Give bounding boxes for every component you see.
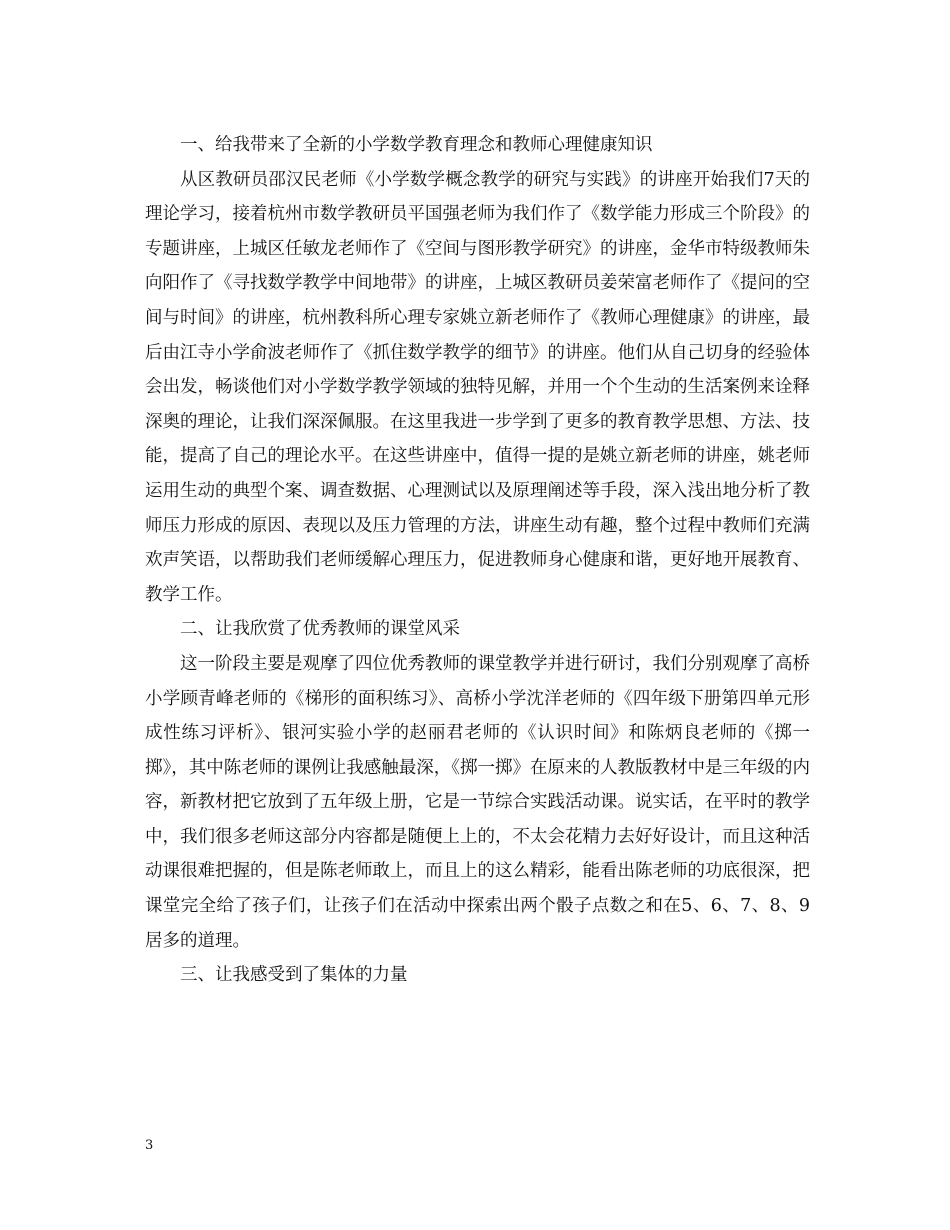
page-number: 3	[145, 1138, 154, 1153]
section-heading-1: 一、给我带来了全新的小学数学教育理念和教师心理健康知识	[180, 135, 653, 155]
document-body	[145, 128, 810, 993]
body-paragraph-2: 这一阶段主要是观摩了四位优秀教师的课堂教学并进行研讨，我们分别观摩了高桥小学顾青峰老师的《梯形的面积练习》、高桥小学沈洋老师的《四年级下册第四单元形成性练习评析》、银河实验小学的赵丽君老师的《认识时间》和陈炳良老师的《掷一掷》，其中陈老师的课例让我感触最深，《掷一掷》在原来的人教版教材中是三年级的内容，新教材把它放到了五年级上册，它是一节综合实践活动课。说实话，在平时的教学中，我们很多老师这部分内容都是随便上上的，不太会花精力去好好设计，而且这种活动课很难把握的，但是陈老师敢上，而且上的这么精彩，能看出陈老师的功底很深，把课堂完全给了孩子们，让孩子们在活动中探索出两个骰子点数之和在5、6、7、8、9居多的道理。	[145, 653, 810, 951]
section-heading-2: 二、让我欣赏了优秀教师的课堂风采	[180, 619, 460, 640]
section-heading-3: 三、让我感受到了集体的力量	[180, 965, 408, 986]
body-paragraph-1: 从区教研员邵汉民老师《小学数学概念教学的研究与实践》的讲座开始我们7天的理论学习，接着杭州市数学教研员平国强老师为我们作了《数学能力形成三个阶段》的专题讲座，上城区任敏龙老师作了《空间与图形教学研究》的讲座，金华市特级教师朱向阳作了《寻找数学教学中间地带》的讲座，上城区教研员姜荣富老师作了《提问的空间与时间》的讲座，杭州教科所心理专家姚立新老师作了《教师心理健康》的讲座，最后由江寺小学俞波老师作了《抓住数学教学的细节》的讲座。他们从自己切身的经验体会出发，畅谈他们对小学数学教学领域的独特见解，并用一个个生动的生活案例来诠释深奥的理论，让我们深深佩服。在这里我进一步学到了更多的教育教学思想、方法、技能，提高了自己的理论水平。在这些讲座中，值得一提的是姚立新老师的讲座，姚老师运用生动的典型个案、调查数据、心理测试以及原理阐述等手段，深入浅出地分析了教师压力形成的原因、表现以及压力管理的方法，讲座生动有趣，整个过程中教师们充满欢声笑语，以帮助我们老师缓解心理压力，促进教师身心健康和谐，更好地开展教育、教学工作。	[145, 169, 810, 605]
